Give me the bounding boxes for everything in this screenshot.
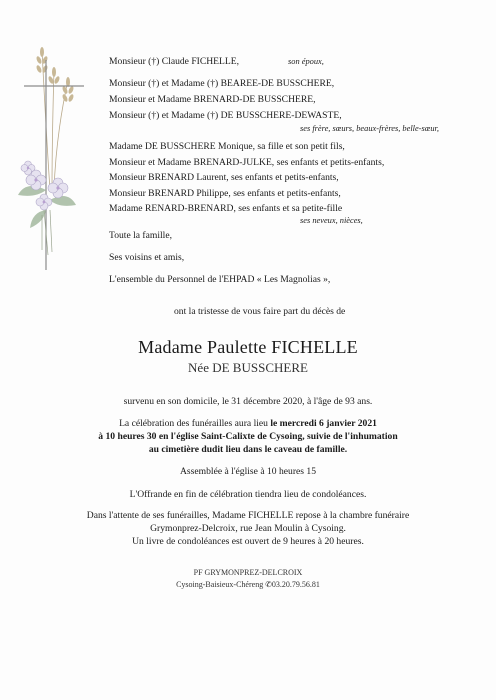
family-line: L'ensemble du Personnel de l'EHPAD « Les Magnolias »,: [109, 274, 331, 285]
family-line: Monsieur (†) et Madame (†) BEAREE-DE BUSSCHERE,: [109, 78, 335, 89]
funeral-line-1-plain: La célébration des funérailles aura lieu: [119, 418, 271, 429]
rest-line: Dans l'attente de ses funérailles, Madame FICHELLE repose à la chambre funéraire: [86, 510, 410, 521]
funeral-line-1: [0, 418, 496, 430]
family-line: Monsieur BRENARD Laurent, ses enfants et petits-enfants,: [109, 172, 339, 183]
rest-line: Un livre de condoléances est ouvert de 9 heures à 20 heures.: [132, 536, 364, 547]
cross-with-flowers-icon: [6, 40, 106, 280]
funeral-line-3: au cimetière dudit lieu dans le caveau de famille.: [148, 444, 348, 455]
offering-note: L'Offrande en fin de célébration tiendra lieu de condoléances.: [129, 489, 367, 500]
funeral-line-2: à 10 heures 30 en l'église Saint-Calixte de Cysoing, suivie de l'inhumation: [98, 431, 398, 442]
deceased-name: Madame Paulette FICHELLE: [138, 337, 358, 357]
siblings-relation: ses frère, sœurs, beaux-frères, belle-sœur,: [300, 124, 439, 133]
funeral-home-name: PF GRYMONPREZ-DELCROIX: [193, 568, 303, 577]
announcement: ont la tristesse de vous faire part du décès de: [174, 306, 346, 317]
family-line: Ses voisins et amis,: [109, 252, 185, 263]
family-line: Toute la famille,: [109, 230, 172, 241]
spouse-line: Monsieur (†) Claude FICHELLE,: [109, 56, 240, 67]
deceased-birth-name: Née DE BUSSCHERE: [188, 360, 308, 375]
rest-line: Grymonprez-Delcroix, rue Jean Moulin à Cysoing.: [150, 523, 346, 534]
funeral-home-address: Cysoing-Baisieux-Chéreng ✆03.20.79.56.81: [176, 580, 320, 589]
spouse-relation: son époux,: [288, 57, 324, 66]
nephews-relation: ses neveux, nièces,: [300, 216, 363, 225]
family-line: Madame DE BUSSCHERE Monique, sa fille et son petit fils,: [109, 141, 345, 152]
family-line: Monsieur BRENARD Philippe, ses enfants et petits-enfants,: [109, 188, 341, 199]
assembly-time: Assemblée à l'église à 10 heures 15: [180, 466, 316, 477]
family-line: Madame RENARD-BRENARD, ses enfants et sa petite-fille: [109, 203, 343, 214]
family-line: Monsieur et Madame BRENARD-JULKE, ses enfants et petits-enfants,: [109, 157, 385, 168]
death-notice: survenu en son domicile, le 31 décembre 2020, à l'âge de 93 ans.: [123, 396, 373, 407]
funeral-date: le mercredi 6 janvier 2021: [270, 418, 377, 429]
family-line: Monsieur (†) et Madame (†) DE BUSSCHERE-DEWASTE,: [109, 110, 342, 121]
family-line: Monsieur et Madame BRENARD-DE BUSSCHERE,: [109, 94, 316, 105]
